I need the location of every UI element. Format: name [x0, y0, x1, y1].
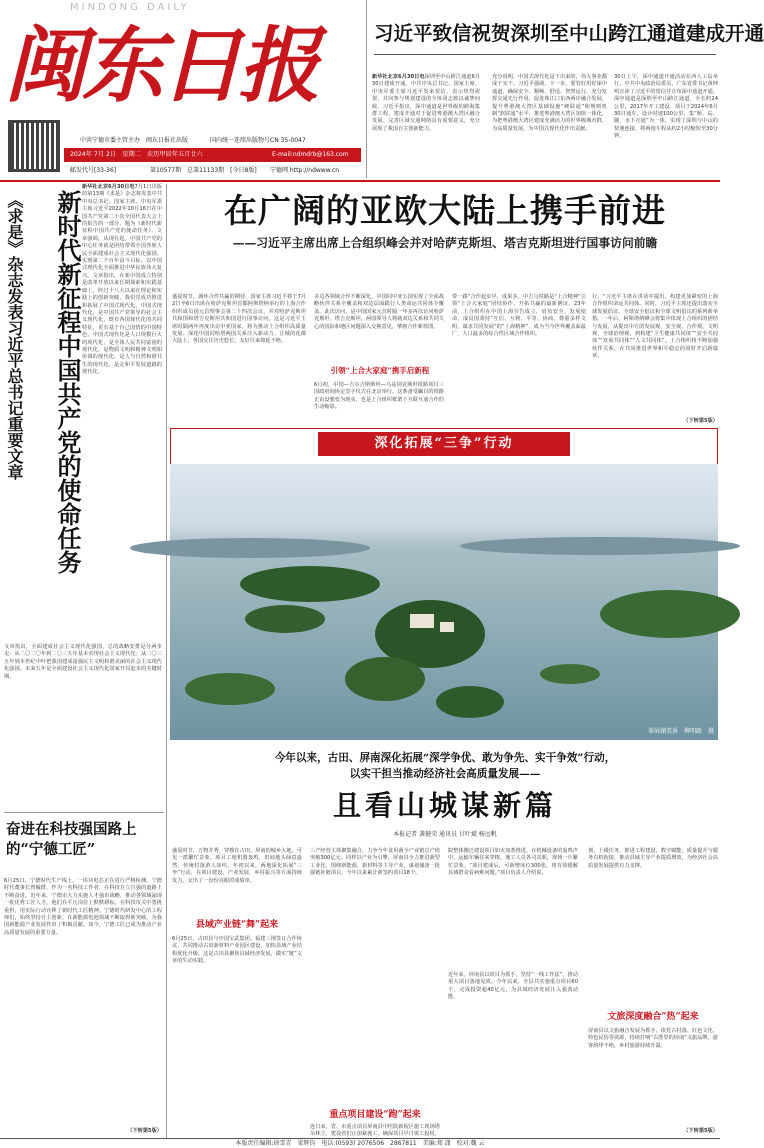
- mountain-cont: （下转第5版）: [683, 1128, 718, 1134]
- masthead-date: 2024年 7月 2日 星期二 农历甲辰年五月廿六: [70, 151, 203, 158]
- tech-body: 6月25日，宁德时代生产线上，一块块电芯正在进行严格检测。宁德时代董事长曾毓群，作为一名科技工作者，在科技自立自强的道路上不断奋进。近年来，宁德市大力实施人才强市战略，推动各领域涌现一批优秀工匠人才，他们在平凡岗位上默默耕耘，在科技攻关中勇挑重担，用实际行动诠释了新时代工匠精神。宁德时代研发中心的工程师们，始终坚持自主创新，在新能源电池领域不断取得新突破，为我国新能源产业发展作出了积极贡献。如今，宁德工匠已成为推动产业高质量发展的重要力量。: [4, 878, 162, 936]
- mountain-col4: 划，上级任务，推进工程建设，数字赋能、质量提升与服务有机衔接，推动县域主导产业提质增效，为经济社会高质量发展提供有力支撑。: [588, 848, 718, 869]
- main-story-col4: 行，“习近平主席在讲话中提出，构建更加紧密的上海合作组织命运共同体。同时，习近平主席还提出落实全球发展倡议、全球安全倡议和全球文明倡议的系列新举措。一年后，阿斯塔纳峰会将集中体现上合组织的团结与发展。从提出中方的发展观、安全观、合作观、文明观、全球治理观，到构建“卫生健康共同体”“安全共同体”“发展共同体”“人文共同体”。上合组织将不断加强伙伴关系，在共同推进世界和平稳定的同时开启新篇章。: [592, 294, 718, 360]
- footer-credits: 本版责任编辑:徐雪青 梁辉钧 电话:(0593) 2076506 2867811 美编:郑 潇 校对:魏 云: [235, 1140, 485, 1147]
- masthead-logo: 闽东日报: [4, 18, 316, 114]
- photo-caption-b: 以实干担当推动经济社会高质量发展——: [349, 768, 541, 780]
- mountain-col3: 院整体搬迁建设项目如火如荼推进。在机械设备的轰鸣声中，运输车辆往来穿梭，施工人员各司其职，现场一片繁忙景象。“项目建成后，可新增床位300张，将有效缓解县域群众看病难问题。”项目负责人介绍说。: [448, 848, 578, 877]
- masthead-website: 宁德网 http://ndwww.cn: [270, 167, 340, 174]
- top-headline: 习近平致信祝贺深圳至中山跨江通道建成开通: [374, 22, 764, 45]
- main-story-col3: 带一路”合作起步早、成果多。中吉乌铁路是“上合精神”引领“上合大家庭”团结协作、开拓共赢的最新例证。23年前，上合组织在中国上海宣告成立，肩负安全、发展使命，成员国秉持“互信、互利、平等、协商、尊重多样文明、谋求共同发展”的“上海精神”，成为当今世界覆盖面最广、人口最多的综合性区域合作组织。: [452, 294, 586, 338]
- masthead-issue: 第10577期 总第11133期 [今日8版]: [150, 167, 257, 174]
- left-feature-kicker: 《求是》杂志发表习近平总书记重要文章: [5, 192, 24, 480]
- masthead-postcode: 邮发代号[33-36]: [70, 167, 117, 174]
- masthead-publisher: 中共宁德市委主管主办 闽东日报社出版: [80, 137, 189, 144]
- main-story-cont: （下转第5版）: [683, 418, 718, 424]
- main-callout: 引领“上合大家庭”携手启新程: [330, 366, 430, 375]
- mountain-sub2: 重点项目建设“跑”起来: [329, 1110, 421, 1120]
- top-story-col1: 深圳至中山跨江通道6月30日建成开通。中共中央总书记、国家主席、中央军委主席习近平发来贺信，表示热烈祝贺，并向参与规划建设的全体同志致以诚挚问候。习近平指出，深中通道是世界级的跨海集群工程，建成开通对于促进粤港澳大湾区融合发展、完善区域交通网络具有重要意义，充分展现了我国自主创新能力。: [372, 74, 480, 132]
- photo-caption-a: 今年以来，古田、屏南深化拓展“深学争优、敢为争先、实干争效”行动，: [274, 752, 616, 764]
- lake-islands-image: [170, 464, 718, 740]
- top-story-col2: 充分说明，中国式现代化是干出来的，伟大事业都成于实干。习近平强调，下一步，要管好用好深中通道，确保安全、顺畅、舒适、智慧运行，充分发挥交通先行作用，促进珠江口东西两岸融合发展，提升粤港澳大湾区基础设施“硬联通”和规则机制“软联通”水平，推进粤港澳大湾区加快一体化，为把粤港澳大湾区建成充满活力的世界级城市群，为高质量发展，为中国式现代化作出贡献。: [492, 74, 607, 132]
- photo-credit: 翠屏湖美景 柳明路 摄: [647, 728, 714, 735]
- left-feature-title: 新时代新征程中国共产党的使命任务: [53, 190, 82, 574]
- masthead-en-name: MINDONG DAILY: [70, 2, 190, 13]
- left-feature-lead: 新华社北京6月30日电: [82, 184, 135, 190]
- masthead-issn: 国内统一连续出版物号CN 35-0047: [210, 137, 306, 144]
- tech-title: 奋进在科技强国路上的“宁德工匠”: [6, 821, 137, 858]
- main-headline: 在广阔的亚欧大陆上携手前进: [224, 191, 666, 230]
- mountain-byline: 本报记者 龚健荣 通讯员 甘叶斌 杨远帆: [393, 831, 497, 838]
- tech-cont: （下转第5版）: [127, 1128, 162, 1134]
- mountain-col2: 三产经营主体聚集融合，力争今年食用菌全产业链总产值突破300亿元。同样以产业为引擎，屏南县全力推进新型工业化，围绕新能源、新材料等主导产业，谋划储备一批强链补链项目，今年以来累计新签约项目18个。: [310, 848, 440, 877]
- main-story-col2: 多边各领域合作不断深化，中国同中亚五国实现了全面战略伙伴关系全覆盖和双边层面践行人类命运共同体全覆盖。此次访问，是中国国家元首时隔一年多再次访问哈萨克斯坦、塔吉克斯坦。两国领导人将就双边关系和共同关心的国际和地区问题深入交换意见，擘画合作新蓝图。: [314, 294, 444, 330]
- qr-code: [8, 120, 60, 172]
- mountain-sub3: 文旅深度融合“热”起来: [607, 1012, 699, 1022]
- mountain-col3b: 近年来，屏南县以项目为抓手，坚持“一线工作法”，推动重大项目落地见效。今年以来，全县共实施重点项目60个，完成投资超40亿元，为县域经济发展注入强劲动能。: [448, 972, 578, 1001]
- main-story-col2b: 6月初，中国—吉尔吉斯斯坦—乌兹别克斯坦铁路项目三国政府间协定签字仪式在北京举行。这条备受瞩目的铁路正由设想变为现实，也是上合组织框架下互联互通合作的生动缩影。: [314, 382, 444, 411]
- left-feature-body: 7月1日出版的第13期《求是》杂志将发表中共中央总书记、国家主席、中央军委主席习近平2022年10月16日在中国共产党第二十次全国代表大会上的报告的一部分，题为《新时代新征程中国共产党的使命任务》。文章强调，从现在起，中国共产党的中心任务就是团结带领全国各族人民全面建成社会主义现代化强国、实现第二个百年奋斗目标，以中国式现代化全面推进中华民族伟大复兴。文章指出，在新中国成立特别是改革开放以来长期探索和实践基础上，经过十八大以来在理论和实践上的创新突破，我们党成功推进和拓展了中国式现代化。中国式现代化，是中国共产党领导的社会主义现代化，既有各国现代化的共同特征，更有基于自己国情的中国特色。中国式现代化是人口规模巨大的现代化，是全体人民共同富裕的现代化，是物质文明和精神文明相协调的现代化，是人与自然和谐共生的现代化，是走和平发展道路的现代化。: [82, 184, 162, 376]
- feature-photo: [170, 464, 718, 740]
- top-story-col3: 30日上午，深中通道开通活动在西人工岛举行，中共中央政治局委员、广东省委书记黄坤明宣读了习近平的贺信并宣布深中通道开通。深中通道是深圳至中山跨江通道，全长约24公里，2017年开工建设，项目于2024年6月30日通车，设计时速100公里，集“桥、岛、隧、水下互通”为一体，实现了深圳与中山的快速连接，将两地车程从约2小时缩短至30分钟。: [614, 74, 718, 140]
- top-story-lead: 新华社北京6月30日电: [372, 74, 425, 80]
- mountain-sub1: 县域产业链“舞”起来: [195, 920, 279, 930]
- mountain-col4b: 屏南县以文旅融合发展为抓手，依托古村落、红色文化、特色民俗等资源，持续打响“古厝里的屏南”文旅品牌，游客络绎不绝，乡村旅游持续升温。: [588, 1028, 718, 1049]
- masthead-email: E-mail:ndmdrb@163.com: [272, 151, 349, 158]
- main-subtitle: ——习近平主席出席上合组织峰会并对哈萨克斯坦、塔吉克斯坦进行国事访问前瞻: [232, 236, 658, 250]
- feature-banner: 深化拓展“三争”行动: [318, 432, 570, 456]
- main-story-col1: 盛夏时节，满怀合作共赢的期待，国家主席习近平将于7月2日至6日出席在哈萨克斯坦首都阿斯塔纳举行的上海合作组织成员国元首理事会第二十四次会议，并对哈萨克斯坦共和国和塔吉克斯坦共和国进行国事访问。这是习近平主席时隔两年再度出访中亚国家，将为推动上合组织高质量发展、深化中国同哈塔两国关系注入新动力。江城的花都大陆上，各国交往历史悠长，友好往来绵延不绝。: [172, 294, 306, 345]
- mountain-col1b: 6月25日，古田县与中国宝武集团、福建三钢签订合作协议，共同推动古田新材料产业园区建设，加快县域产业结构优化升级。这是古田县聚焦县域经济发展，做实“链”文章的生动实践。: [172, 936, 302, 965]
- mountain-col1: 盛夏时节，万物并秀。穿梭在古田、屏南的城乡大地，可见一派繁忙景象。项目工地机器轰鸣，田间地头绿意盎然，传统村落游人如织。年初以来，两地深化拓展“三争”行动，在项目建设、产业发展、乡村振兴等方面持续发力，交出了一份份亮眼的成绩单。: [172, 848, 302, 884]
- mountain-col2b: 连日来，省、市重点项目屏南县中医院新院区施工现场塔吊林立，建设者们正加紧施工，确保项目早日竣工投用。: [310, 1124, 440, 1138]
- left-feature-cont: 文章指出，全面建成社会主义现代化强国，总的战略安排是分两步走：从二〇二〇年到二〇三五年基本实现社会主义现代化；从二〇三五年到本世纪中叶把我国建成富强民主文明和谐美丽的社会主义现代化强国。未来五年是全面建设社会主义现代化国家开局起步的关键时期。: [4, 644, 162, 680]
- mountain-title: 且看山城谋新篇: [332, 789, 557, 822]
